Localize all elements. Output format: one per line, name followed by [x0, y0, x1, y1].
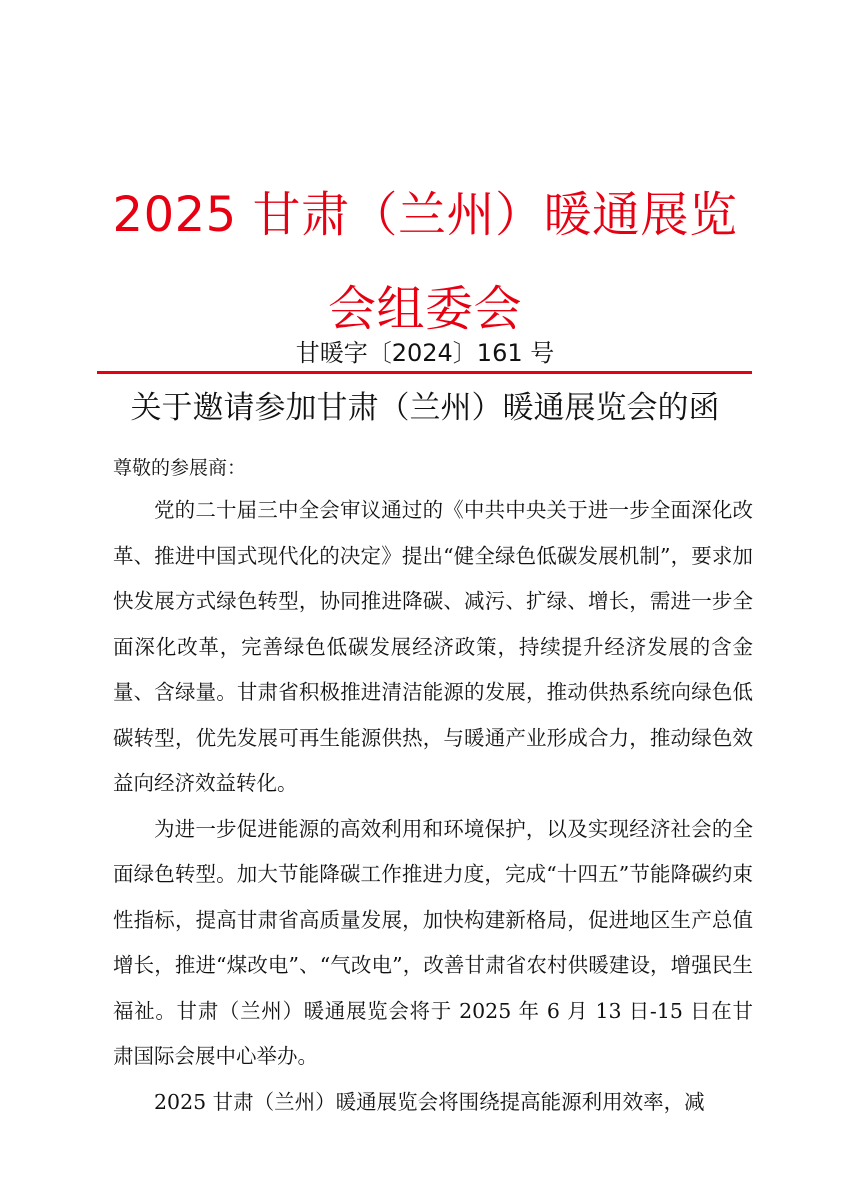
- body-paragraph: 党的二十届三中全会审议通过的《中共中央关于进一步全面深化改革、推进中国式现代化的决定》提出“健全绿色低碳发展机制”，要求加快发展方式绿色转型，协同推进降碳、减污、扩绿、增长，需进一步全面深化改革，完善绿色低碳发展经济政策，持续提升经济发展的含金量、含绿量。甘肃省积极推进清洁能源的发展，推动供热系统向绿色低碳转型，优先发展可再生能源供热，与暖通产业形成合力，推动绿色效益向经济效益转化。: [113, 498, 753, 795]
- salutation: 尊敬的参展商：: [113, 457, 247, 479]
- organizer-title: 2025 甘肃（兰州）暖通展览会组委会: [112, 187, 738, 337]
- document-number: 甘暖字〔2024〕161 号: [295, 339, 555, 367]
- red-header-rule: [97, 371, 752, 374]
- body-paragraph: 2025 甘肃（兰州）暖通展览会将围绕提高能源利用效率，减: [154, 1089, 705, 1114]
- letter-title: 关于邀请参加甘肃（兰州）暖通展览会的函: [130, 390, 720, 426]
- letter-body: [113, 488, 753, 1125]
- body-paragraph: 为进一步促进能源的高效利用和环境保护，以及实现经济社会的全面绿色转型。加大节能降碳工作推进力度，完成“十四五”节能降碳约束性指标，提高甘肃省高质量发展，加快构建新格局，促进地区生产总值增长，推进“煤改电”、“气改电”，改善甘肃省农村供暖建设，增强民生福祉。甘肃（兰州）暖通展览会将于 2025 年 6 月 13 日-15 日在甘肃国际会展中心举办。: [113, 816, 753, 1068]
